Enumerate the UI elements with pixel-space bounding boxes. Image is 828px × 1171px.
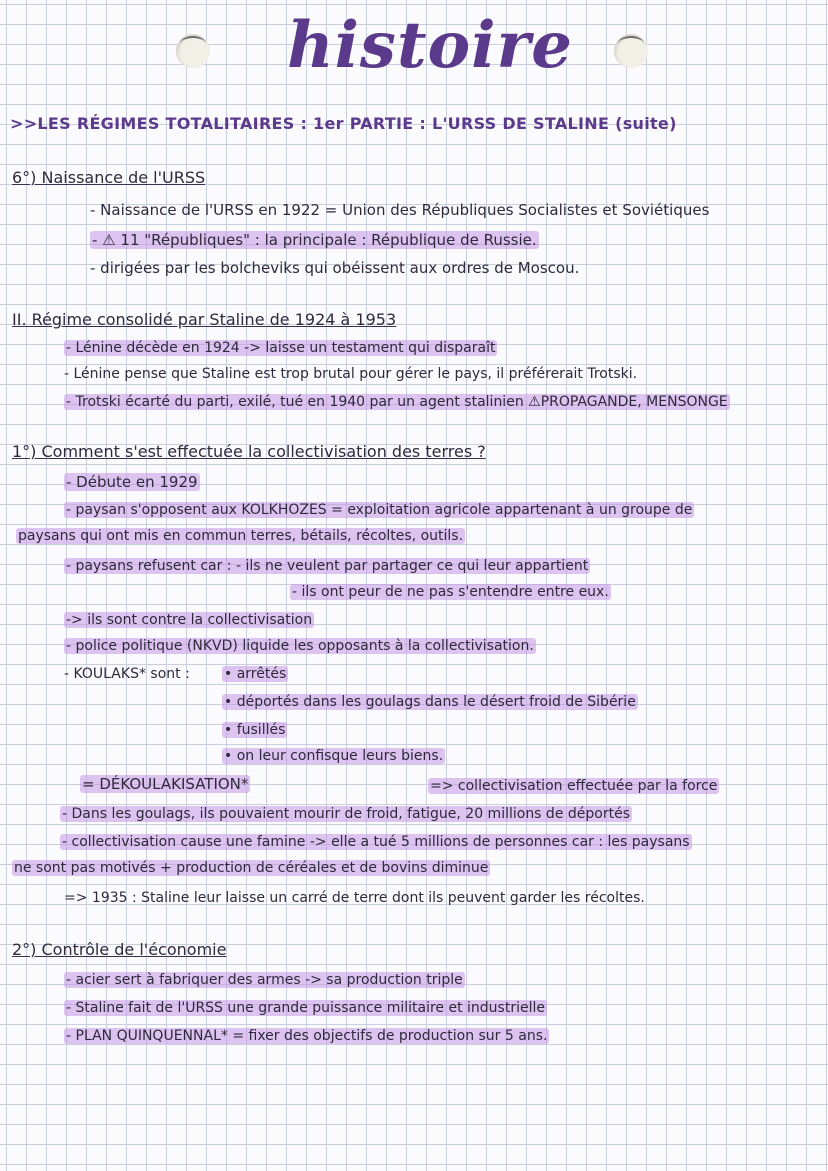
- koulaks-item: • arrêtés: [224, 666, 287, 682]
- section-2-item: - acier sert à fabriquer des armes -> sa production triple: [66, 972, 463, 988]
- koulaks-label: - KOULAKS* sont :: [64, 666, 190, 682]
- year-1935-line: => 1935 : Staline leur laisse un carré de terre dont ils peuvent garder les récoltes.: [64, 890, 645, 906]
- section-1-line: - Débute en 1929: [66, 473, 198, 491]
- section-1-line: - paysans refusent car : - ils ne veulent par partager ce qui leur appartient: [66, 558, 589, 574]
- koulaks-item: • on leur confisque leurs biens.: [224, 748, 444, 764]
- section-1-line: -> ils sont contre la collectivisation: [66, 612, 313, 628]
- chapter-header: >>LES RÉGIMES TOTALITAIRES : 1er PARTIE : L'URSS DE STALINE (suite): [10, 114, 677, 133]
- section-II-item: - Trotski écarté du parti, exilé, tué en 1940 par un agent stalinien ⚠PROPAGANDE, MENSONGE: [66, 394, 728, 410]
- section-1-line: - ils ont peur de ne pas s'entendre entre eux.: [292, 584, 609, 600]
- section-1-line: paysans qui ont mis en commun terres, bétails, récoltes, outils.: [18, 528, 464, 544]
- koulaks-item: • fusillés: [224, 722, 286, 738]
- section-1-line: - paysan s'opposent aux KOLKHOZES = exploitation agricole appartenant à un groupe de: [66, 502, 693, 518]
- binder-hole-left: [176, 34, 210, 68]
- dekoulakisation-label: = DÉKOULAKISATION*: [82, 775, 249, 793]
- section-II-item: - Lénine pense que Staline est trop brutal pour gérer le pays, il préférerait Trotski.: [64, 366, 638, 382]
- koulaks-item: • déportés dans les goulags dans le désert froid de Sibérie: [224, 694, 636, 710]
- famine-line: - collectivisation cause une famine -> elle a tué 5 millions de personnes car : les paysans: [62, 834, 690, 850]
- binder-hole-right: [614, 34, 648, 68]
- famine-line: ne sont pas motivés + production de céréales et de bovins diminue: [14, 860, 489, 876]
- section-6-item: - Naissance de l'URSS en 1922 = Union des Républiques Socialistes et Soviétiques: [90, 201, 710, 219]
- section-2-heading: 2°) Contrôle de l'économie: [12, 940, 227, 959]
- section-6-item: - dirigées par les bolcheviks qui obéissent aux ordres de Moscou.: [90, 259, 580, 277]
- page-title: histoire: [287, 8, 573, 83]
- section-1-line: - police politique (NKVD) liquide les opposants à la collectivisation.: [66, 638, 534, 654]
- section-6-item: - ⚠ 11 "Républiques" : la principale : République de Russie.: [92, 231, 537, 249]
- goulags-line: - Dans les goulags, ils pouvaient mourir de froid, fatigue, 20 millions de déportés: [62, 806, 630, 822]
- section-2-item: - Staline fait de l'URSS une grande puissance militaire et industrielle: [66, 1000, 545, 1016]
- section-II-heading: II. Régime consolidé par Staline de 1924 à 1953: [12, 310, 397, 329]
- section-6-heading: 6°) Naissance de l'URSS: [12, 168, 206, 187]
- section-II-item: - Lénine décède en 1924 -> laisse un testament qui disparaît: [66, 340, 496, 356]
- force-conclusion: => collectivisation effectuée par la force: [430, 778, 718, 794]
- section-2-item: - PLAN QUINQUENNAL* = fixer des objectifs de production sur 5 ans.: [66, 1028, 548, 1044]
- section-1-heading: 1°) Comment s'est effectuée la collectivisation des terres ?: [12, 442, 486, 461]
